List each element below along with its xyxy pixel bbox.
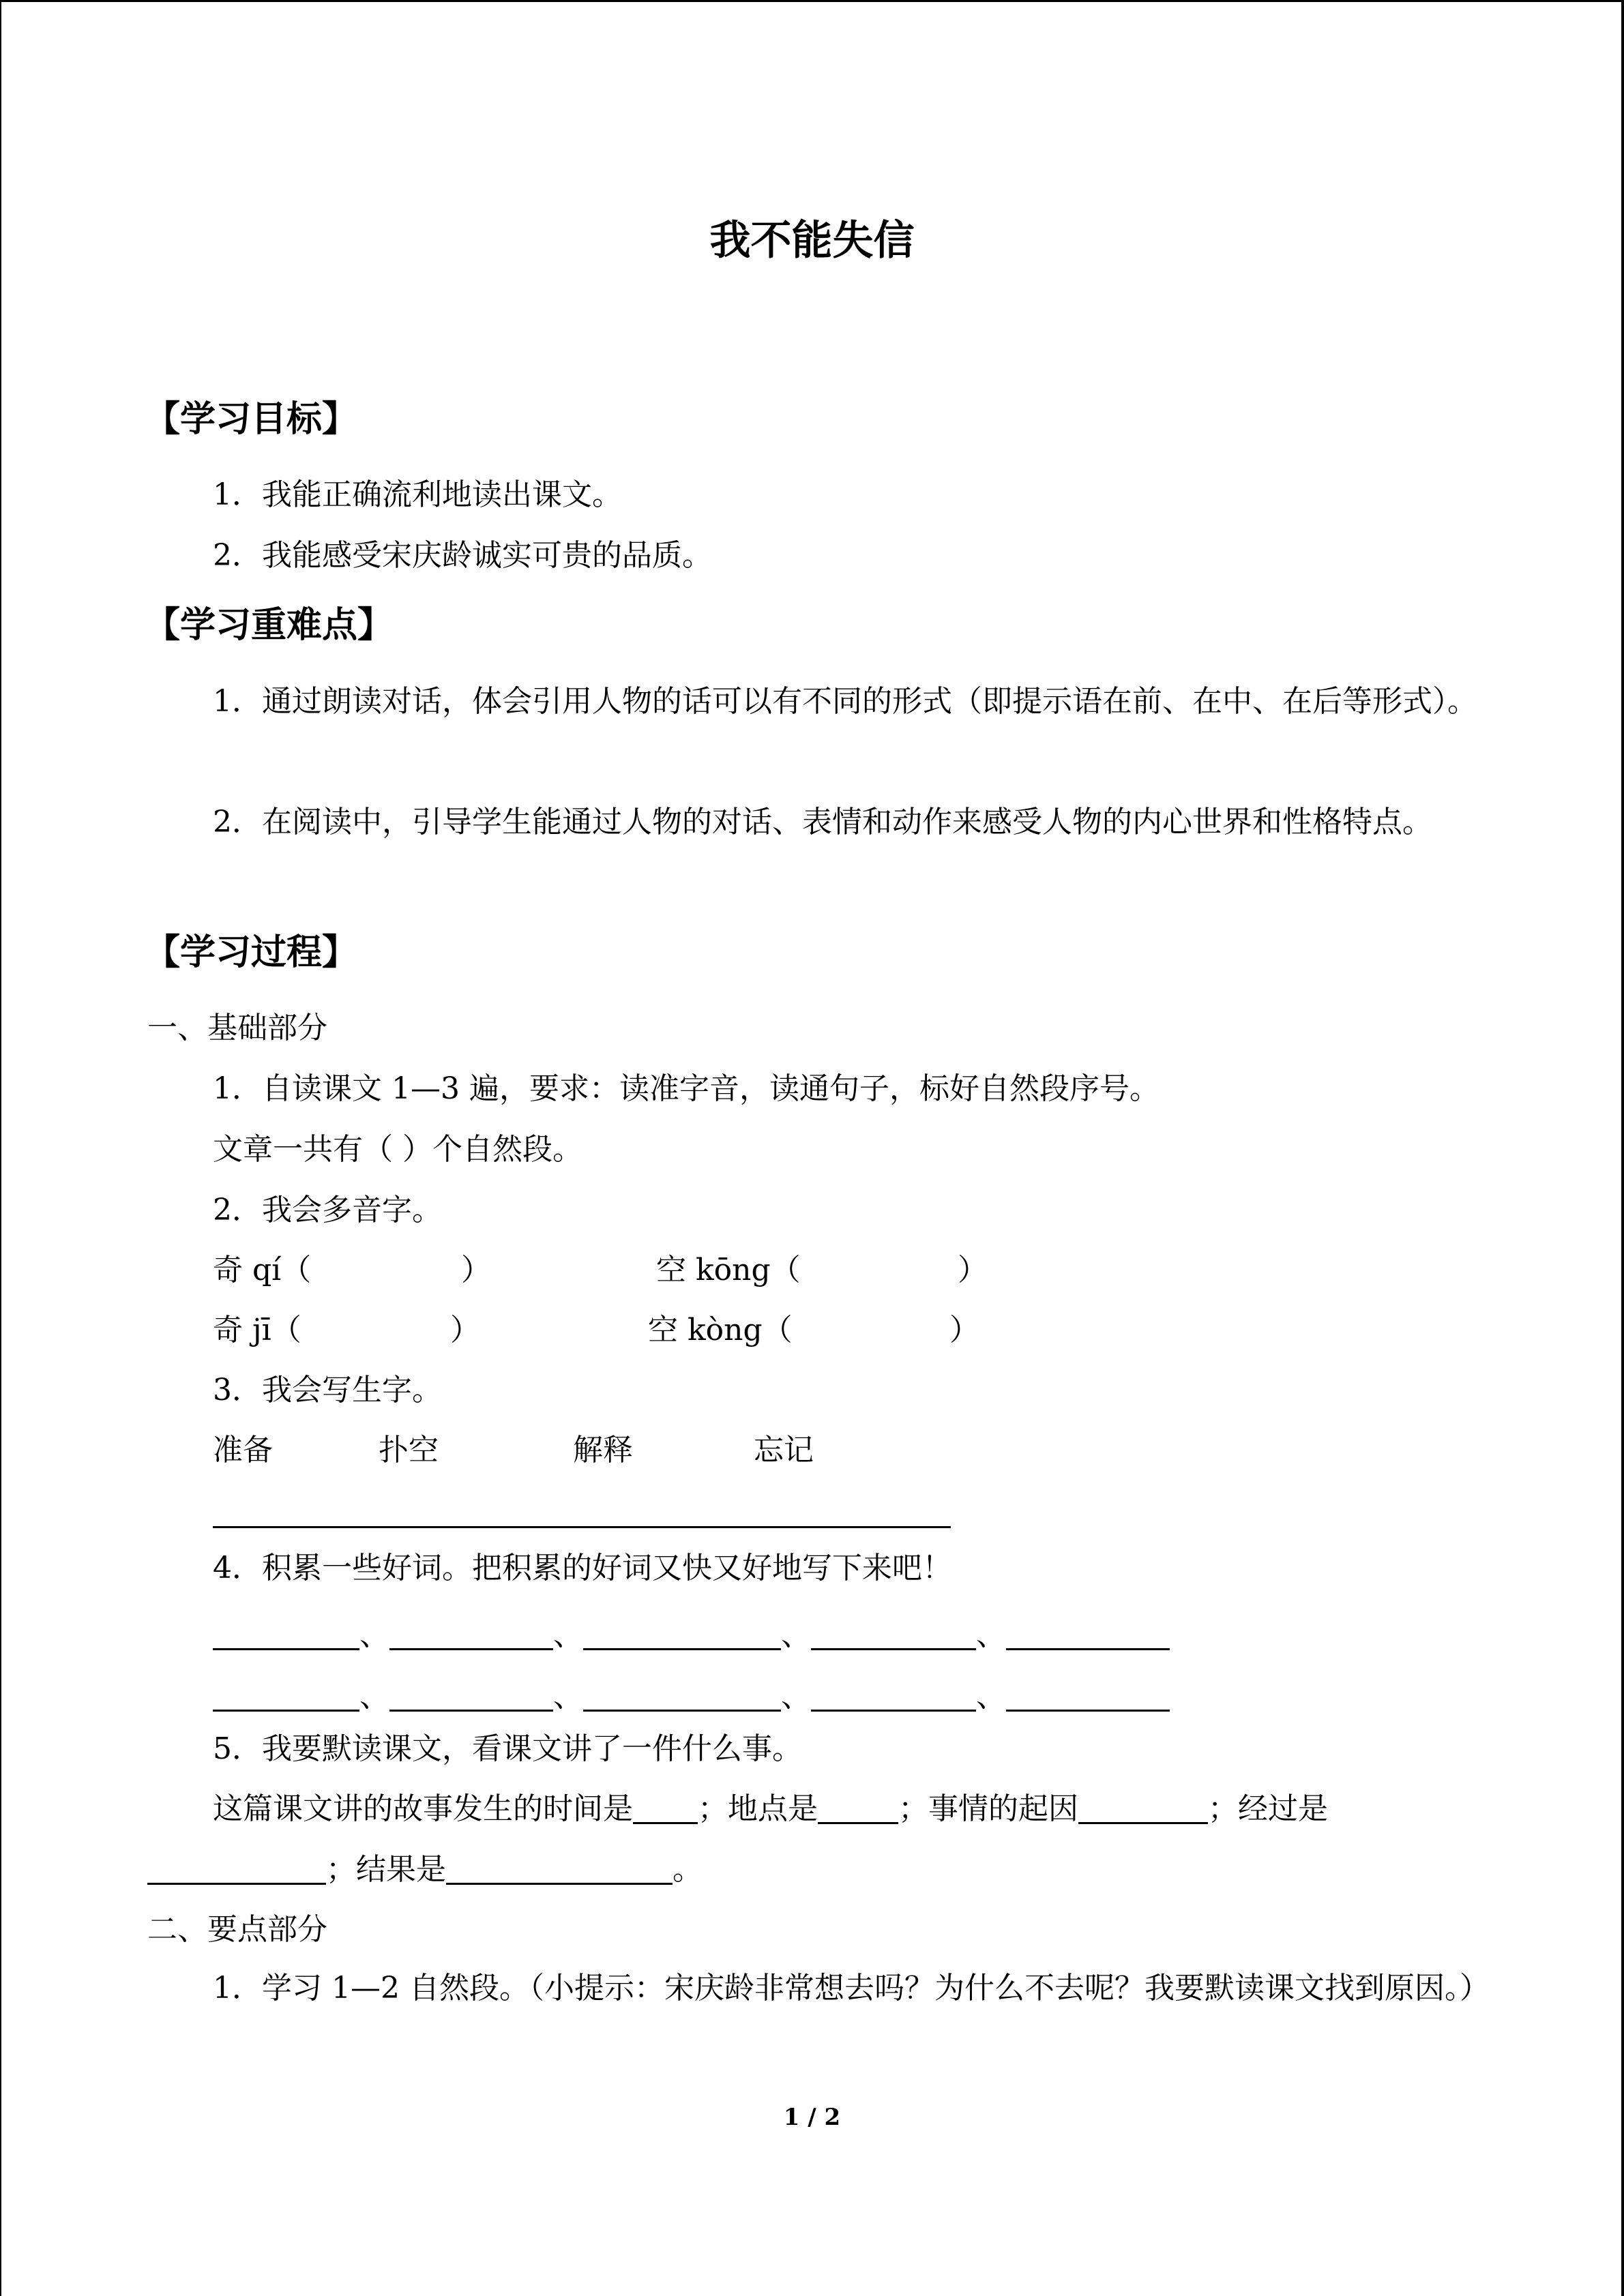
word-blank[interactable] [389, 1618, 553, 1650]
separator: 、 [976, 1679, 1006, 1714]
goal-item: 1．我能正确流利地读出课文。 [213, 477, 622, 512]
part2-question-1: 1．学习 1—2 自然段。（小提示：宋庆龄非常想去吗？为什么不去呢？我要默读课文找到原因。） [213, 1971, 1490, 2006]
part2-heading: 二、要点部分 [147, 1912, 327, 1947]
poly-kong1-label: 空 kōng（ [656, 1253, 801, 1287]
question-4: 4．积累一些好词。把积累的好词又快又好地写下来吧！ [213, 1551, 952, 1585]
result-blank[interactable] [446, 1853, 673, 1885]
separator: 、 [359, 1679, 389, 1714]
word-blank[interactable] [389, 1680, 553, 1712]
page-title: 我不能失信 [709, 217, 915, 265]
page-border-left [0, 0, 1, 2296]
story-text: ；地点是 [698, 1791, 818, 1826]
key-point-item: 1．通过朗读对话，体会引用人物的话可以有不同的形式（即提示语在前、在中、在后等形式）。 [213, 684, 1477, 719]
section-heading-process: 【学习过程】 [145, 932, 358, 973]
story-blanks-line2 [147, 1849, 703, 1890]
separator: 、 [359, 1617, 389, 1652]
section-heading-goals: 【学习目标】 [145, 399, 358, 440]
part1-heading: 一、基础部分 [147, 1011, 327, 1045]
writing-line[interactable] [213, 1526, 951, 1528]
story-text: ；事情的起因 [898, 1791, 1078, 1826]
question-1: 1．自读课文 1—3 遍，要求：读准字音，读通句子，标好自然段序号。 [213, 1071, 1160, 1106]
word-blank[interactable] [213, 1618, 359, 1650]
story-text: 。 [673, 1852, 703, 1887]
separator: 、 [553, 1679, 583, 1714]
story-text: 这篇课文讲的故事发生的时间是 [213, 1791, 633, 1826]
story-text: ；经过是 [1208, 1791, 1328, 1826]
char-word: 忘记 [754, 1433, 814, 1467]
poly-kong4-label: 空 kòng（ [648, 1313, 793, 1347]
page-border-top [0, 0, 1624, 2]
page-border-right [1621, 0, 1624, 2296]
time-blank[interactable] [633, 1792, 698, 1824]
key-point-item: 2．在阅读中，引导学生能通过人物的对话、表情和动作来感受人物的内心世界和性格特点。 [213, 805, 1432, 839]
story-blanks-line1 [213, 1789, 1328, 1830]
word-blank[interactable] [583, 1680, 781, 1712]
poly-kong4-close[interactable]: ） [949, 1313, 979, 1347]
word-blank[interactable] [1006, 1680, 1170, 1712]
char-word: 扑空 [379, 1433, 439, 1467]
question-2: 2．我会多音字。 [213, 1193, 442, 1227]
word-blanks-row [213, 1615, 1170, 1656]
paragraph-count-blank[interactable]: 文章一共有（ ）个自然段。 [213, 1132, 582, 1167]
word-blank[interactable] [811, 1618, 976, 1650]
separator: 、 [781, 1679, 811, 1714]
poly-kong1-close[interactable]: ） [958, 1253, 988, 1287]
poly-ji-label: 奇 jī（ [213, 1313, 301, 1347]
section-heading-key-points: 【学习重难点】 [145, 605, 394, 646]
separator: 、 [976, 1617, 1006, 1652]
goal-item: 2．我能感受宋庆龄诚实可贵的品质。 [213, 538, 712, 573]
process-blank[interactable] [147, 1853, 326, 1885]
cause-blank[interactable] [1078, 1792, 1208, 1824]
story-text: ；结果是 [326, 1852, 446, 1887]
word-blank[interactable] [213, 1680, 359, 1712]
question-3: 3．我会写生字。 [213, 1373, 442, 1407]
word-blank[interactable] [811, 1680, 976, 1712]
word-blank[interactable] [583, 1618, 781, 1650]
separator: 、 [553, 1617, 583, 1652]
word-blank[interactable] [1006, 1618, 1170, 1650]
place-blank[interactable] [818, 1792, 898, 1824]
word-blanks-row [213, 1676, 1170, 1717]
question-5: 5．我要默读课文，看课文讲了一件什么事。 [213, 1731, 802, 1766]
poly-qi-close[interactable]: ） [461, 1253, 491, 1287]
poly-qi-label: 奇 qí（ [213, 1253, 312, 1287]
page-number: 1 / 2 [783, 2104, 841, 2131]
char-word: 准备 [213, 1433, 273, 1467]
char-word: 解释 [573, 1433, 633, 1467]
poly-ji-close[interactable]: ） [450, 1313, 480, 1347]
separator: 、 [781, 1617, 811, 1652]
